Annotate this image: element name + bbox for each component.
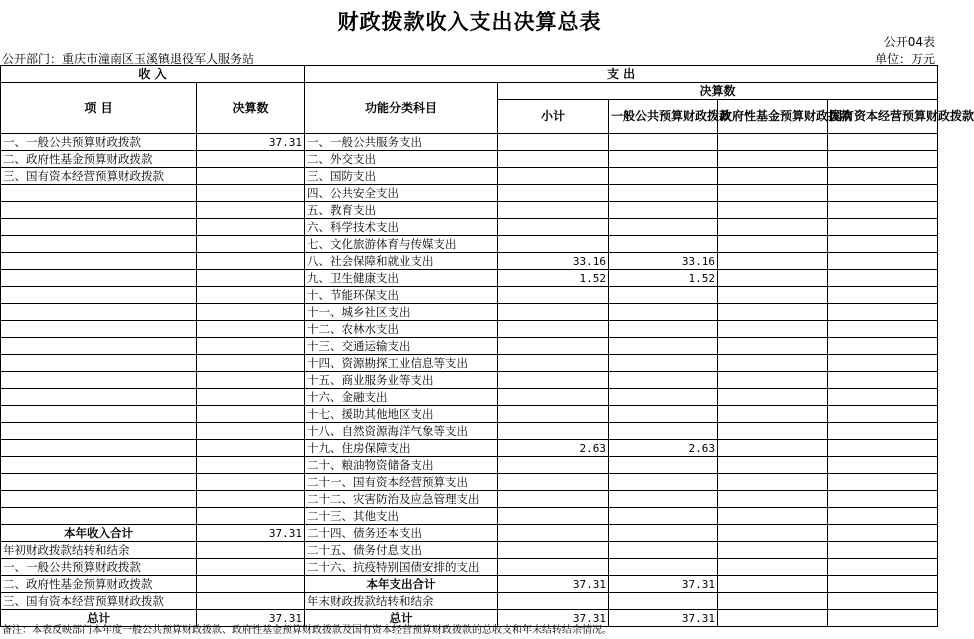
header-row-2 xyxy=(1,83,938,100)
page-title: 财政拨款收入支出决算总表 xyxy=(337,10,602,34)
state-capital-cell xyxy=(828,508,938,525)
table-row xyxy=(1,576,938,593)
expense-item-cell: 二十二、灾害防治及应急管理支出 xyxy=(305,491,498,508)
subtotal-cell xyxy=(498,202,609,219)
general-budget-cell xyxy=(609,151,718,168)
gov-fund-header: 政府性基金预算财政拨款 xyxy=(718,100,828,134)
general-budget-cell xyxy=(609,287,718,304)
income-amount-cell xyxy=(197,338,305,355)
general-budget-cell xyxy=(609,219,718,236)
general-budget-cell xyxy=(609,542,718,559)
income-item-cell xyxy=(1,372,197,389)
income-amount-cell xyxy=(197,202,305,219)
table-row xyxy=(1,270,938,287)
subtotal-header: 小计 xyxy=(498,100,609,134)
subtotal-cell xyxy=(498,236,609,253)
general-budget-cell xyxy=(609,202,718,219)
income-item-cell xyxy=(1,508,197,525)
general-budget-cell: 1.52 xyxy=(609,270,718,287)
expense-item-cell: 七、文化旅游体育与传媒支出 xyxy=(305,236,498,253)
general-budget-cell xyxy=(609,355,718,372)
gov-fund-cell xyxy=(718,389,828,406)
state-capital-cell xyxy=(828,389,938,406)
general-budget-cell xyxy=(609,457,718,474)
subtotal-cell xyxy=(498,321,609,338)
state-capital-cell xyxy=(828,168,938,185)
income-item-cell xyxy=(1,185,197,202)
header-row-1 xyxy=(1,66,938,83)
gov-fund-cell xyxy=(718,423,828,440)
state-capital-cell xyxy=(828,185,938,202)
subtotal-cell: 2.63 xyxy=(498,440,609,457)
state-capital-cell xyxy=(828,253,938,270)
subtotal-cell xyxy=(498,338,609,355)
table-row xyxy=(1,593,938,610)
state-capital-cell xyxy=(828,304,938,321)
general-budget-cell xyxy=(609,134,718,151)
subtotal-cell xyxy=(498,406,609,423)
subtotal-cell xyxy=(498,491,609,508)
table-row xyxy=(1,321,938,338)
gov-fund-cell xyxy=(718,321,828,338)
income-amount-cell xyxy=(197,423,305,440)
gov-fund-cell xyxy=(718,168,828,185)
subtotal-cell xyxy=(498,134,609,151)
gov-fund-cell xyxy=(718,372,828,389)
gov-fund-cell xyxy=(718,610,828,627)
income-item-cell xyxy=(1,406,197,423)
expense-item-cell: 五、教育支出 xyxy=(305,202,498,219)
state-capital-cell xyxy=(828,576,938,593)
income-item-cell: 二、政府性基金预算财政拨款 xyxy=(1,576,197,593)
general-budget-cell: 33.16 xyxy=(609,253,718,270)
income-amount-cell xyxy=(197,355,305,372)
budget-table xyxy=(0,65,974,627)
table-row xyxy=(1,355,938,372)
gov-fund-cell xyxy=(718,338,828,355)
expense-header: 支 出 xyxy=(305,66,938,83)
state-capital-cell xyxy=(828,542,938,559)
income-header: 收 入 xyxy=(1,66,305,83)
expense-item-cell: 八、社会保障和就业支出 xyxy=(305,253,498,270)
table-row xyxy=(1,508,938,525)
state-capital-cell xyxy=(828,355,938,372)
expense-item-cell: 年末财政拨款结转和结余 xyxy=(305,593,498,610)
expense-item-cell: 二十一、国有资本经营预算支出 xyxy=(305,474,498,491)
expense-item-cell: 十九、住房保障支出 xyxy=(305,440,498,457)
income-amount-cell xyxy=(197,236,305,253)
gov-fund-cell xyxy=(718,440,828,457)
general-budget-cell xyxy=(609,525,718,542)
expense-item-cell: 十一、城乡社区支出 xyxy=(305,304,498,321)
state-capital-cell xyxy=(828,440,938,457)
income-amount-cell xyxy=(197,253,305,270)
subtotal-cell xyxy=(498,423,609,440)
subtotal-cell xyxy=(498,474,609,491)
income-amount-cell xyxy=(197,270,305,287)
income-item-cell xyxy=(1,287,197,304)
income-item-cell xyxy=(1,219,197,236)
income-amount-cell xyxy=(197,185,305,202)
gov-fund-cell xyxy=(718,151,828,168)
table-row xyxy=(1,457,938,474)
gov-fund-cell xyxy=(718,304,828,321)
income-amount-cell xyxy=(197,406,305,423)
income-item-cell xyxy=(1,253,197,270)
state-capital-cell xyxy=(828,406,938,423)
general-budget-cell xyxy=(609,185,718,202)
income-item-cell xyxy=(1,440,197,457)
state-capital-cell xyxy=(828,593,938,610)
income-item-cell: 本年收入合计 xyxy=(1,525,197,542)
gov-fund-cell xyxy=(718,202,828,219)
income-amount-cell xyxy=(197,542,305,559)
department-label: 公开部门：重庆市潼南区玉溪镇退役军人服务站 xyxy=(2,52,255,66)
general-budget-cell xyxy=(609,474,718,491)
general-budget-cell: 37.31 xyxy=(609,576,718,593)
income-item-cell xyxy=(1,389,197,406)
subtotal-cell xyxy=(498,525,609,542)
general-budget-cell xyxy=(609,406,718,423)
income-item-cell: 一、一般公共预算财政拨款 xyxy=(1,134,197,151)
income-amount-cell xyxy=(197,151,305,168)
general-budget-cell xyxy=(609,423,718,440)
subtotal-cell xyxy=(498,593,609,610)
table-row xyxy=(1,202,938,219)
table-row xyxy=(1,236,938,253)
state-capital-header: 国有资本经营预算财政拨款 xyxy=(828,100,938,134)
subtotal-cell xyxy=(498,559,609,576)
expense-item-cell: 四、公共安全支出 xyxy=(305,185,498,202)
income-amount-cell: 37.31 xyxy=(197,610,305,627)
gov-fund-cell xyxy=(718,474,828,491)
subtotal-cell xyxy=(498,304,609,321)
general-budget-cell xyxy=(609,508,718,525)
income-item-cell xyxy=(1,491,197,508)
state-capital-cell xyxy=(828,457,938,474)
income-amount-cell: 37.31 xyxy=(197,525,305,542)
income-amount-cell xyxy=(197,474,305,491)
income-item-cell xyxy=(1,270,197,287)
state-capital-cell xyxy=(828,474,938,491)
expense-item-cell: 六、科学技术支出 xyxy=(305,219,498,236)
table-row xyxy=(1,287,938,304)
state-capital-cell xyxy=(828,525,938,542)
gov-fund-cell xyxy=(718,134,828,151)
expense-item-cell: 九、卫生健康支出 xyxy=(305,270,498,287)
expense-item-cell: 二、外交支出 xyxy=(305,151,498,168)
subtotal-cell: 37.31 xyxy=(498,610,609,627)
expense-item-cell: 二十五、债务付息支出 xyxy=(305,542,498,559)
expense-item-cell: 十六、金融支出 xyxy=(305,389,498,406)
income-amount-cell xyxy=(197,168,305,185)
state-capital-cell xyxy=(828,151,938,168)
gov-fund-cell xyxy=(718,185,828,202)
gov-fund-cell xyxy=(718,236,828,253)
income-amount-cell xyxy=(197,287,305,304)
gov-fund-cell xyxy=(718,457,828,474)
expense-item-cell: 十七、援助其他地区支出 xyxy=(305,406,498,423)
table-row xyxy=(1,525,938,542)
state-capital-cell xyxy=(828,338,938,355)
general-budget-cell xyxy=(609,321,718,338)
gov-fund-cell xyxy=(718,406,828,423)
subtotal-cell xyxy=(498,151,609,168)
subtotal-cell xyxy=(498,219,609,236)
income-item-cell: 二、政府性基金预算财政拨款 xyxy=(1,151,197,168)
state-capital-cell xyxy=(828,321,938,338)
general-budget-cell xyxy=(609,372,718,389)
subtotal-cell xyxy=(498,287,609,304)
gov-fund-cell xyxy=(718,559,828,576)
general-budget-cell xyxy=(609,593,718,610)
table-row xyxy=(1,338,938,355)
subtotal-cell: 1.52 xyxy=(498,270,609,287)
income-item-cell xyxy=(1,321,197,338)
state-capital-cell xyxy=(828,610,938,627)
subtotal-cell xyxy=(498,389,609,406)
expense-item-cell: 十三、交通运输支出 xyxy=(305,338,498,355)
gov-fund-cell xyxy=(718,270,828,287)
expense-item-cell: 十二、农林水支出 xyxy=(305,321,498,338)
expense-item-cell: 十、节能环保支出 xyxy=(305,287,498,304)
subtotal-cell xyxy=(498,372,609,389)
gov-fund-cell xyxy=(718,355,828,372)
table-row xyxy=(1,491,938,508)
table-row xyxy=(1,304,938,321)
table-row xyxy=(1,440,938,457)
general-budget-cell xyxy=(609,559,718,576)
final-amount-header: 决算数 xyxy=(197,83,305,134)
income-amount-cell: 37.31 xyxy=(197,134,305,151)
income-amount-cell xyxy=(197,491,305,508)
general-budget-cell xyxy=(609,304,718,321)
state-capital-cell xyxy=(828,202,938,219)
state-capital-cell xyxy=(828,423,938,440)
income-item-cell: 三、国有资本经营预算财政拨款 xyxy=(1,593,197,610)
state-capital-cell xyxy=(828,372,938,389)
state-capital-cell xyxy=(828,236,938,253)
income-amount-cell xyxy=(197,576,305,593)
table-row xyxy=(1,559,938,576)
table-row xyxy=(1,185,938,202)
income-item-cell: 一、一般公共预算财政拨款 xyxy=(1,559,197,576)
gov-fund-cell xyxy=(718,593,828,610)
final-amount-group-header: 决算数 xyxy=(498,83,938,100)
income-item-cell: 总计 xyxy=(1,610,197,627)
expense-item-cell: 一、一般公共服务支出 xyxy=(305,134,498,151)
income-amount-cell xyxy=(197,593,305,610)
gov-fund-cell xyxy=(718,219,828,236)
income-item-cell xyxy=(1,338,197,355)
expense-item-cell: 十五、商业服务业等支出 xyxy=(305,372,498,389)
unit-label: 单位：万元 xyxy=(874,52,935,66)
table-row xyxy=(1,474,938,491)
item-header: 项 目 xyxy=(1,83,197,134)
income-item-cell xyxy=(1,202,197,219)
table-row xyxy=(1,134,938,151)
general-budget-cell xyxy=(609,491,718,508)
subtotal-cell xyxy=(498,542,609,559)
gov-fund-cell xyxy=(718,525,828,542)
income-item-cell: 三、国有资本经营预算财政拨款 xyxy=(1,168,197,185)
general-budget-header: 一般公共预算财政拨款 xyxy=(609,100,718,134)
gov-fund-cell xyxy=(718,508,828,525)
form-number: 公开04表 xyxy=(883,35,935,49)
table-row xyxy=(1,168,938,185)
state-capital-cell xyxy=(828,491,938,508)
income-item-cell xyxy=(1,474,197,491)
subtotal-cell xyxy=(498,185,609,202)
table-row xyxy=(1,372,938,389)
income-amount-cell xyxy=(197,440,305,457)
state-capital-cell xyxy=(828,559,938,576)
general-budget-cell: 37.31 xyxy=(609,610,718,627)
income-item-cell: 年初财政拨款结转和结余 xyxy=(1,542,197,559)
income-amount-cell xyxy=(197,508,305,525)
footnote: 备注：本表反映部门本年度一般公共预算财政拨款、政府性基金预算财政拨款及国有资本经营预算财政拨款的总收支和年末结转结余情况。 xyxy=(2,625,612,636)
gov-fund-cell xyxy=(718,576,828,593)
general-budget-cell xyxy=(609,389,718,406)
income-amount-cell xyxy=(197,304,305,321)
table-row xyxy=(1,423,938,440)
income-amount-cell xyxy=(197,389,305,406)
income-item-cell xyxy=(1,423,197,440)
table-row xyxy=(1,219,938,236)
state-capital-cell xyxy=(828,219,938,236)
income-amount-cell xyxy=(197,219,305,236)
table-row xyxy=(1,542,938,559)
general-budget-cell xyxy=(609,338,718,355)
income-amount-cell xyxy=(197,372,305,389)
income-item-cell xyxy=(1,304,197,321)
gov-fund-cell xyxy=(718,287,828,304)
state-capital-cell xyxy=(828,270,938,287)
income-amount-cell xyxy=(197,457,305,474)
state-capital-cell xyxy=(828,287,938,304)
expense-item-cell: 二十、粮油物资储备支出 xyxy=(305,457,498,474)
function-class-header: 功能分类科目 xyxy=(305,83,498,134)
general-budget-cell xyxy=(609,168,718,185)
subtotal-cell: 37.31 xyxy=(498,576,609,593)
gov-fund-cell xyxy=(718,253,828,270)
expense-item-cell: 本年支出合计 xyxy=(305,576,498,593)
subtotal-cell: 33.16 xyxy=(498,253,609,270)
expense-item-cell: 十八、自然资源海洋气象等支出 xyxy=(305,423,498,440)
expense-item-cell: 三、国防支出 xyxy=(305,168,498,185)
expense-item-cell: 二十六、抗疫特别国债安排的支出 xyxy=(305,559,498,576)
income-item-cell xyxy=(1,457,197,474)
expense-item-cell: 总计 xyxy=(305,610,498,627)
general-budget-cell: 2.63 xyxy=(609,440,718,457)
subtotal-cell xyxy=(498,508,609,525)
table-row xyxy=(1,389,938,406)
state-capital-cell xyxy=(828,134,938,151)
table-row xyxy=(1,151,938,168)
subtotal-cell xyxy=(498,355,609,372)
subtotal-cell xyxy=(498,168,609,185)
income-amount-cell xyxy=(197,559,305,576)
income-item-cell xyxy=(1,236,197,253)
gov-fund-cell xyxy=(718,542,828,559)
income-amount-cell xyxy=(197,321,305,338)
table-row xyxy=(1,253,938,270)
subtotal-cell xyxy=(498,457,609,474)
expense-item-cell: 二十三、其他支出 xyxy=(305,508,498,525)
gov-fund-cell xyxy=(718,491,828,508)
income-item-cell xyxy=(1,355,197,372)
expense-item-cell: 二十四、债务还本支出 xyxy=(305,525,498,542)
table-row xyxy=(1,406,938,423)
expense-item-cell: 十四、资源勘探工业信息等支出 xyxy=(305,355,498,372)
general-budget-cell xyxy=(609,236,718,253)
